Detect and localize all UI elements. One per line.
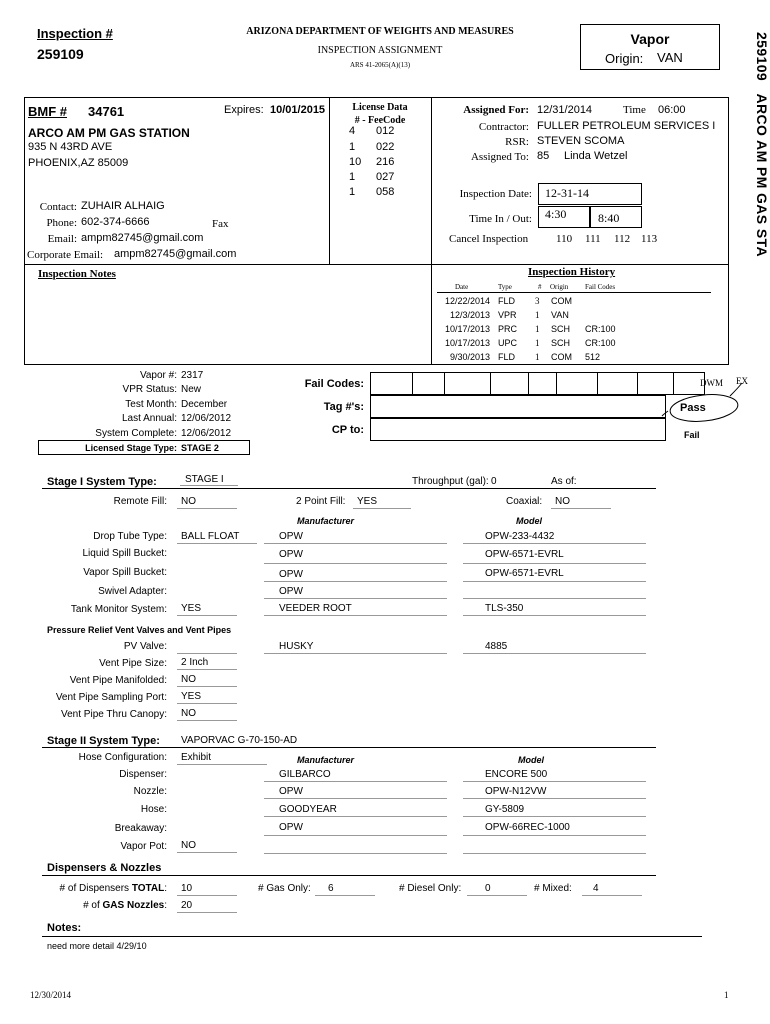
stage1-title: Stage I System Type: [47,476,157,488]
hose-model: GY-5809 [485,804,525,815]
dispenser-model: ENCORE 500 [485,769,548,780]
pass-label[interactable]: Pass [680,402,706,414]
dwm-label: DWM [700,378,723,388]
test-month-value: December [181,399,228,410]
throughput-label: Throughput (gal): [412,476,489,487]
history-origin: COM [551,352,572,362]
station-address-line2: PHOENIX,AZ 85009 [28,157,129,169]
liquid-spill-label: Liquid Spill Bucket: [82,548,167,559]
history-origin: SCH [551,338,571,348]
notes-text: need more detail 4/29/10 [47,941,147,951]
cp-to-label: CP to: [331,424,364,436]
time-out-value: 8:40 [598,211,620,225]
vapor-spill-model: OPW-6571-EVRL [485,568,564,579]
notes-label: Notes: [47,922,82,934]
history-date: 12/22/2014 [444,296,490,306]
history-type: UPC [498,338,518,348]
last-annual-value: 12/06/2012 [181,413,232,424]
license-count: 1 [349,171,356,183]
breakaway-label: Breakaway: [114,823,167,834]
test-month-label: Test Month: [125,399,177,410]
email-label: Email: [47,233,77,245]
tank-monitor-manufacturer: VEEDER ROOT [279,603,352,614]
history-count: 1 [535,338,540,348]
stage1-manufacturer-header: Manufacturer [297,516,355,526]
remote-fill-label: Remote Fill: [113,496,167,507]
history-col-origin: Origin [550,283,569,291]
nozzle-manufacturer: OPW [279,786,303,797]
history-type: PRC [498,324,518,334]
two-point-fill-label: 2 Point Fill: [296,496,346,507]
coaxial-label: Coaxial: [506,496,543,507]
cancel-code-113[interactable]: 113 [641,233,658,245]
system-complete-label: System Complete: [95,428,177,439]
contact-label: Contact: [39,201,77,213]
inspection-notes-label: Inspection Notes [38,268,116,280]
history-fail-codes: CR:100 [585,338,616,348]
footer-date: 12/30/2014 [30,990,72,1000]
mixed-label: # Mixed: [534,883,572,894]
cancel-inspection-label: Cancel Inspection [449,233,529,245]
contractor-label: Contractor: [478,121,529,133]
last-annual-label: Last Annual: [121,413,177,424]
email-value: ampm82745@gmail.com [81,232,204,244]
corporate-email-label: Corporate Email: [27,249,104,261]
cp-to-field[interactable] [370,418,666,441]
fax-label: Fax [212,218,229,230]
fail-label[interactable]: Fail [684,430,700,440]
liquid-spill-model: OPW-6571-EVRL [485,549,564,560]
gas-nozzles-label: # of GAS Nozzles: [83,900,167,911]
coaxial-value: NO [555,496,570,507]
history-date: 10/17/2013 [444,338,490,348]
license-fee-code: 027 [376,171,395,183]
history-fail-codes: CR:100 [585,324,616,334]
pv-valve-model: 4885 [485,641,508,652]
fail-codes-grid[interactable] [370,372,705,395]
origin-value: VAN [657,50,683,65]
cancel-code-111[interactable]: 111 [585,233,601,245]
history-col-num: # [538,283,542,291]
as-of-label: As of: [551,476,577,487]
inspection-date-label: Inspection Date: [459,188,532,200]
vapor-number-value: 2317 [181,370,204,381]
breakaway-model: OPW-66REC-1000 [485,822,570,833]
vpr-status-label: VPR Status: [122,384,177,395]
licensed-stage-label: Licensed Stage Type: [85,443,177,453]
stage1-model-header: Model [516,516,542,526]
statute-ref: ARS 41-2065(A)(13) [349,61,411,69]
history-count: 1 [535,310,540,320]
vapor-spill-label: Vapor Spill Bucket: [83,567,167,578]
history-type: VPR [498,310,517,320]
stage2-value: VAPORVAC G-70-150-AD [181,735,298,746]
license-count: 1 [349,141,356,153]
license-count: 4 [349,125,356,137]
assigned-to-name: Linda Wetzel [564,150,628,162]
history-date: 12/3/2013 [449,310,490,320]
drop-tube-model: OPW-233-4432 [485,531,555,542]
inspection-history-title: Inspection History [528,266,616,278]
assigned-to-label: Assigned To: [470,151,529,163]
phone-label: Phone: [46,217,77,229]
pressure-relief-heading: Pressure Relief Vent Valves and Vent Pipes [47,625,232,635]
vent-sampling-label: Vent Pipe Sampling Port: [55,692,167,703]
time-value: 06:00 [658,104,686,116]
license-fee-code: 012 [376,125,395,137]
time-in-value: 4:30 [545,207,567,221]
system-complete-value: 12/06/2012 [181,428,232,439]
hose-label: Hose: [140,804,167,815]
stage2-model-header: Model [518,755,544,765]
vent-sampling-value: YES [181,691,202,702]
inspection-date-value: 12-31-14 [545,186,589,200]
tank-monitor-model: TLS-350 [485,603,524,614]
dispensers-total-label: # of Dispensers TOTAL: [59,883,167,894]
expires-value: 10/01/2015 [270,104,326,116]
assigned-for-label: Assigned For: [463,104,529,116]
ex-label: EX [736,376,748,386]
corporate-email-value: ampm82745@gmail.com [114,248,237,260]
license-count: 1 [349,186,356,198]
vent-manifolded-value: NO [181,674,196,685]
gas-only-value: 6 [328,883,334,894]
breakaway-manufacturer: OPW [279,822,303,833]
license-count: 10 [349,156,362,168]
gas-only-label: # Gas Only: [258,883,311,894]
time-in-out-label: Time In / Out: [469,213,532,225]
time-label: Time [623,104,646,116]
remote-fill-value: NO [181,496,196,507]
dispenser-manufacturer: GILBARCO [279,769,331,780]
liquid-spill-manufacturer: OPW [279,549,303,560]
vent-canopy-value: NO [181,708,196,719]
contact-value: ZUHAIR ALHAIG [81,200,165,212]
license-fee-code: 216 [376,156,395,168]
vapor-spill-manufacturer: OPW [279,569,303,580]
history-count: 1 [535,324,540,334]
history-col-fail: Fail Codes [585,283,616,291]
hose-config-label: Hose Configuration: [78,752,167,763]
assignment-title: INSPECTION ASSIGNMENT [317,45,443,56]
vent-pipe-size-label: Vent Pipe Size: [99,658,167,669]
bmf-number: 34761 [88,104,125,119]
license-fee-code: 022 [376,141,395,153]
history-date: 10/17/2013 [444,324,490,334]
vapor-label: Vapor [630,31,670,47]
throughput-value: 0 [491,476,497,487]
vapor-number-label: Vapor #: [139,370,177,381]
diesel-only-value: 0 [485,883,491,894]
tank-monitor-label: Tank Monitor System: [70,604,167,615]
vent-manifolded-label: Vent Pipe Manifolded: [69,675,167,686]
page-number: 1 [724,990,729,1000]
drop-tube-value: BALL FLOAT [181,531,240,542]
hose-config-value: Exhibit [181,752,212,763]
pv-valve-label: PV Valve: [123,641,167,652]
history-count: 1 [535,352,540,362]
history-origin: VAN [551,310,569,320]
history-col-type: Type [498,283,512,291]
cancel-code-112[interactable]: 112 [614,233,631,245]
two-point-fill-value: YES [357,496,378,507]
stage2-title: Stage II System Type: [47,735,160,747]
rsr-label: RSR: [505,136,529,148]
vent-canopy-label: Vent Pipe Thru Canopy: [61,709,167,720]
stage2-manufacturer-header: Manufacturer [297,755,355,765]
history-type: FLD [498,296,516,306]
dept-title: ARIZONA DEPARTMENT OF WEIGHTS AND MEASURES [246,26,514,37]
side-station-label: 259109 ARCO AM PM GAS STA [754,32,770,257]
hose-manufacturer: GOODYEAR [279,804,337,815]
vent-pipe-size-value: 2 Inch [181,657,209,668]
tag-numbers-label: Tag #'s: [323,401,364,413]
license-data-subtitle: # - FeeCode [354,115,406,126]
inspection-label: Inspection # [37,26,113,41]
history-date: 9/30/2013 [449,352,490,362]
dispensers-total-value: 10 [181,883,193,894]
cancel-code-110[interactable]: 110 [556,233,573,245]
history-count: 3 [535,296,540,306]
history-fail-codes: 512 [585,352,601,362]
licensed-stage-value: STAGE 2 [181,443,219,453]
phone-value: 602-374-6666 [81,216,150,228]
expires-label: Expires: [224,104,264,116]
tank-monitor-value: YES [181,603,202,614]
nozzle-model: OPW-N12VW [485,786,547,797]
fail-codes-label: Fail Codes: [304,378,364,390]
assigned-to-number: 85 [537,150,550,162]
assigned-for-value: 12/31/2014 [537,104,593,116]
license-data-title: License Data [352,102,408,113]
station-name: ARCO AM PM GAS STATION [28,126,190,140]
license-fee-code: 058 [376,186,395,198]
mixed-value: 4 [593,883,599,894]
station-address-line1: 935 N 43RD AVE [28,141,113,153]
gas-nozzles-value: 20 [181,900,193,911]
stage1-value: STAGE I [185,474,224,485]
history-col-date: Date [455,283,469,291]
swivel-adapter-manufacturer: OPW [279,586,303,597]
diesel-only-label: # Diesel Only: [399,883,462,894]
history-origin: SCH [551,324,571,334]
dispensers-title: Dispensers & Nozzles [47,862,162,874]
pv-valve-manufacturer: HUSKY [279,641,314,652]
vapor-pot-value: NO [181,840,196,851]
bmf-label: BMF # [28,104,67,119]
drop-tube-manufacturer: OPW [279,531,303,542]
history-type: FLD [498,352,516,362]
vpr-status-value: New [181,384,202,395]
vapor-pot-label: Vapor Pot: [120,841,167,852]
pass-circle-annotation [660,380,746,428]
inspection-number: 259109 [37,46,84,62]
history-origin: COM [551,296,572,306]
origin-label: Origin: [605,51,644,66]
dispenser-label: Dispenser: [119,769,167,780]
swivel-adapter-label: Swivel Adapter: [98,586,167,597]
contractor-value: FULLER PETROLEUM SERVICES I [537,120,716,132]
drop-tube-label: Drop Tube Type: [93,531,167,542]
rsr-value: STEVEN SCOMA [537,135,625,147]
tag-numbers-field[interactable] [370,395,666,418]
nozzle-label: Nozzle: [133,786,167,797]
